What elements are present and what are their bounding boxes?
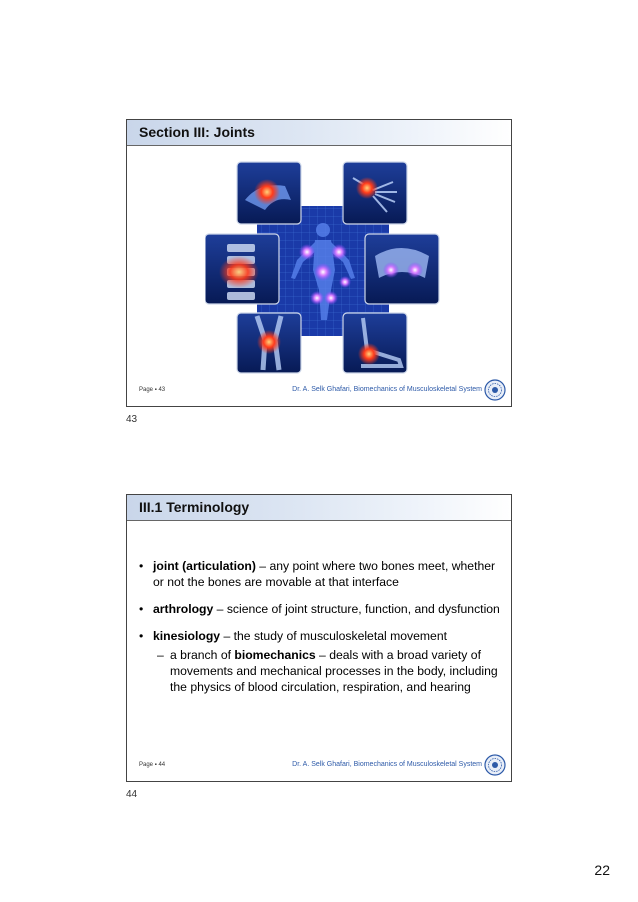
list-item xyxy=(139,628,501,695)
sub-term: biomechanics xyxy=(234,648,316,662)
definition: – science of joint structure, function, and dysfunction xyxy=(213,602,500,616)
slide-header xyxy=(127,495,511,521)
slide-page-label: Page ▪ 43 xyxy=(139,387,166,393)
joints-collage-image xyxy=(205,160,441,375)
page-number: 22 xyxy=(594,862,610,878)
slide-number: 44 xyxy=(126,789,138,800)
bullet-list xyxy=(139,558,501,706)
definition: – any point where two bones meet, whether or not the bones are movable at that interface xyxy=(153,559,496,589)
slide-title: III.1 Terminology xyxy=(139,499,250,515)
term: joint (articulation) xyxy=(153,559,256,573)
definition: – the study of musculoskeletal movement xyxy=(220,629,447,643)
sub-post: – deals with a broad variety of movements and mechanical processes in the body, including the physics of blood circulation, respiration, and hearing xyxy=(170,648,498,694)
university-seal-icon xyxy=(484,379,506,401)
university-seal-icon xyxy=(484,754,506,776)
sub-pre: a branch of xyxy=(170,648,235,662)
slide-title: Section III: Joints xyxy=(139,124,255,140)
slide-number: 43 xyxy=(126,414,138,425)
slide-page-label: Page ▪ 44 xyxy=(139,762,166,768)
slide-author: Dr. A. Selk Ghafari, Biomechanics of Musculoskeletal System xyxy=(292,386,482,393)
slide-header xyxy=(127,120,511,146)
sub-list xyxy=(153,647,501,695)
term: kinesiology xyxy=(153,629,221,643)
slide-author: Dr. A. Selk Ghafari, Biomechanics of Musculoskeletal System xyxy=(292,761,482,768)
slide-43 xyxy=(126,119,512,407)
slide-44 xyxy=(126,494,512,782)
sub-list-item xyxy=(153,647,501,695)
term: arthrology xyxy=(153,602,214,616)
list-item xyxy=(139,601,501,617)
list-item xyxy=(139,558,501,590)
